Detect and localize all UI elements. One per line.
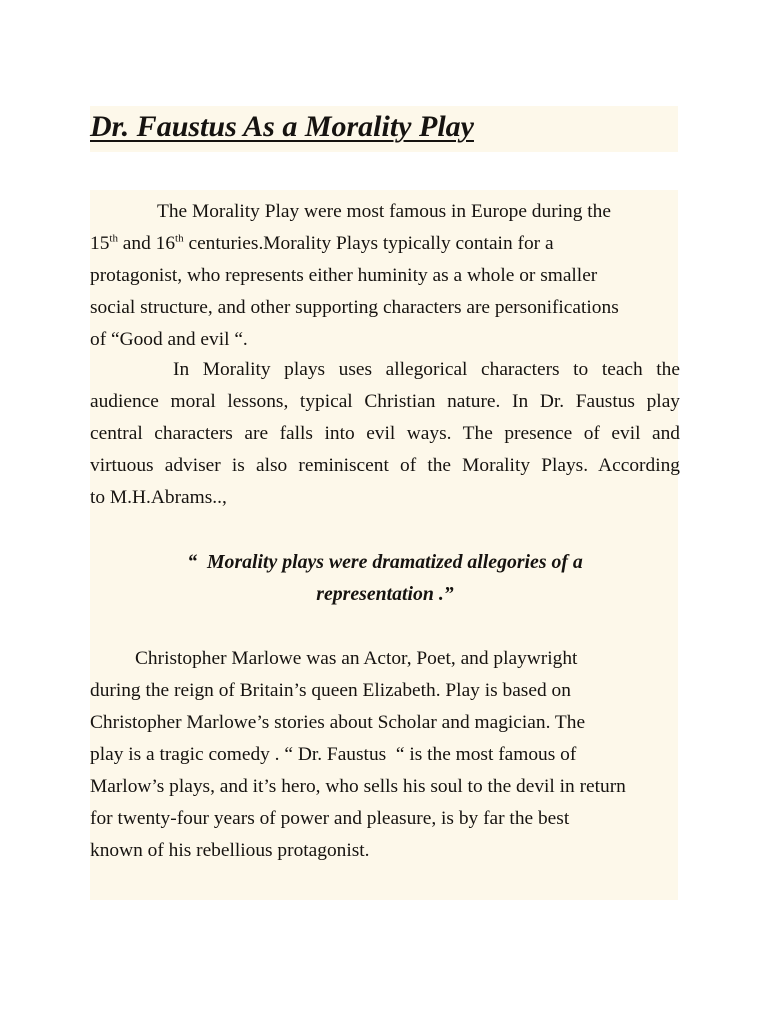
paragraph-line: social structure, and other supporting characters are personifications xyxy=(90,297,619,318)
paragraph-line: Christopher Marlowe’s stories about Scholar and magician. The xyxy=(90,712,586,733)
line-text: centuries.Morality Plays typically contain for a xyxy=(183,233,554,254)
paragraph-line xyxy=(90,228,680,260)
block-quote xyxy=(90,546,680,610)
ordinal-suffix: th xyxy=(175,232,184,245)
paragraph-line: audience moral lessons, typical Christian nature. In Dr. Faustus play xyxy=(90,391,680,412)
ordinal-suffix: th xyxy=(109,232,118,245)
quote-line: representation .” xyxy=(316,583,454,605)
paragraph-line: Marlow’s plays, and it’s hero, who sells his soul to the devil in return xyxy=(90,776,626,797)
paragraph-line: of “Good and evil “. xyxy=(90,329,248,350)
paragraph-line: In Morality plays uses allegorical characters to teach the xyxy=(173,359,680,380)
paragraph-line: during the reign of Britain’s queen Elizabeth. Play is based on xyxy=(90,680,571,701)
paragraph-line: for twenty-four years of power and pleasure, is by far the best xyxy=(90,808,570,829)
paragraph-line: central characters are falls into evil ways. The presence of evil and xyxy=(90,423,680,444)
paragraph-intro xyxy=(90,196,680,356)
paragraph-line: play is a tragic comedy . “ Dr. Faustus “ is the most famous of xyxy=(90,744,577,765)
paragraph-marlowe xyxy=(90,643,680,867)
paragraph-line: known of his rebellious protagonist. xyxy=(90,840,370,861)
century-text: and 16 xyxy=(117,233,176,254)
paragraph-line: to M.H.Abrams.., xyxy=(90,487,227,508)
paragraph-line: Christopher Marlowe was an Actor, Poet, and playwright xyxy=(135,648,578,669)
paragraph-line: The Morality Play were most famous in Europe during the xyxy=(157,201,611,222)
century-number: 15 xyxy=(90,233,110,254)
page-title: Dr. Faustus As a Morality Play xyxy=(90,110,474,143)
paragraph-line: virtuous adviser is also reminiscent of the Morality Plays. According xyxy=(90,455,680,476)
paragraph-line: protagonist, who represents either huminity as a whole or smaller xyxy=(90,265,598,286)
quote-line: “ Morality plays were dramatized allegories of a xyxy=(187,551,583,573)
paragraph-allegory xyxy=(90,354,680,514)
